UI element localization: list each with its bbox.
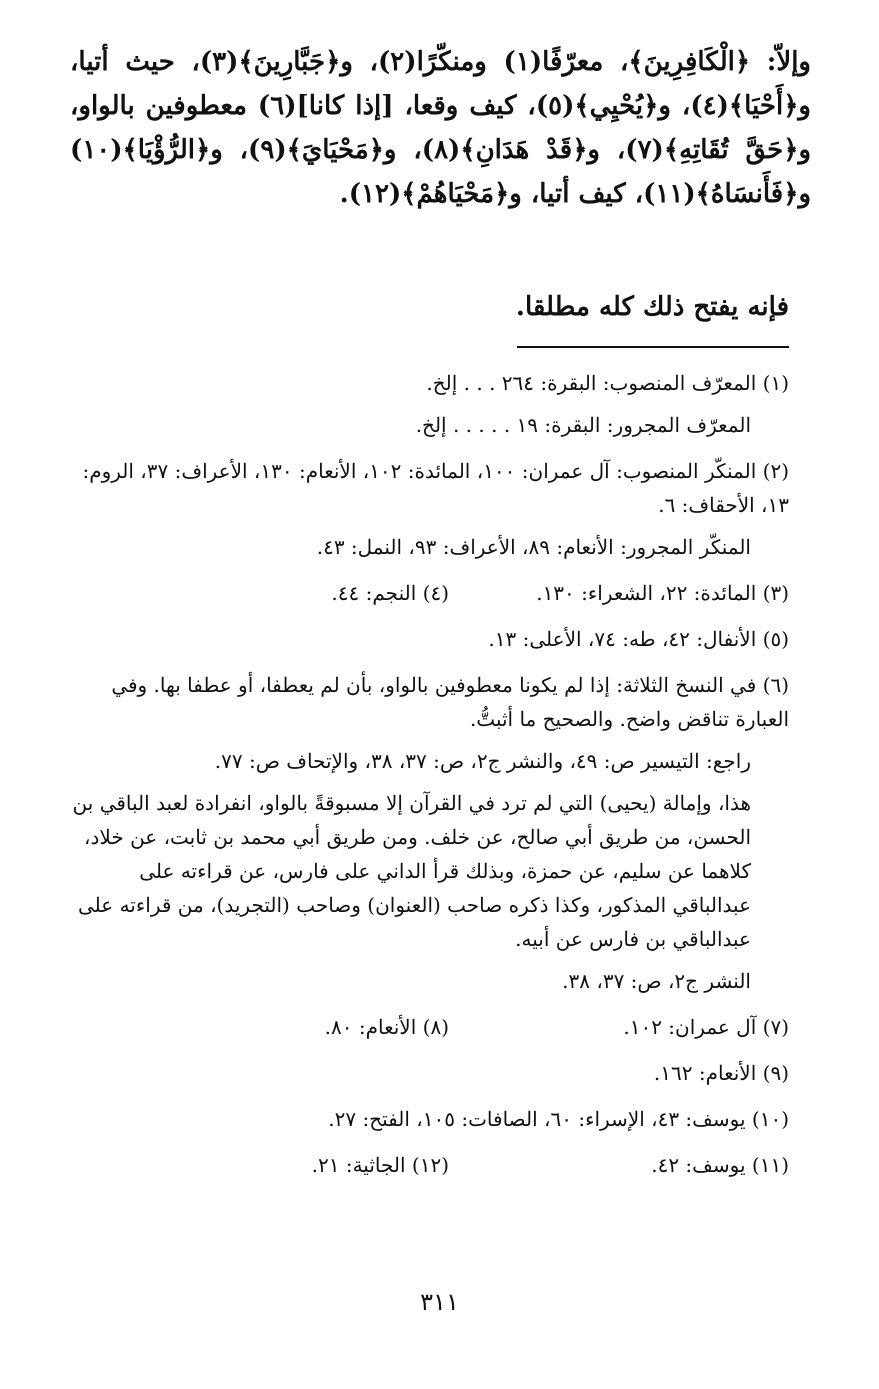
footnote-5: (٥) الأنفال: ٤٢، طه: ٧٤، الأعلى: ١٣. (488, 627, 789, 651)
footnote-row-11-12 (68, 1148, 789, 1182)
footnote-9: (٩) الأنعام: ١٦٢. (653, 1061, 789, 1085)
footnote-1-continued: المعرّف المجرور: البقرة: ١٩ . . . . . إلخ. (415, 413, 751, 437)
footnote-6-commentary: هذا، وإمالة (يحيى) التي لم ترد في القرآن إلا مسبوقةً بالواو، انفرادة لعبد الباقي بن الحسن، من طريق أبي صالح، عن خلف. ومن طريق أبي محمد بن ثابت، عن خلاد، كلاهما عن سليم، عن حمزة، وبذلك قرأ الداني على فارس، عن قراءته على عبدالباقي المذكور، وكذا ذكره صاحب (العنوان) وصاحب (التجريد)، من قراءته على عبدالباقي بن فارس عن أبيه. (72, 791, 751, 951)
footnote-11: (١١) يوسف: ٤٢. (651, 1153, 789, 1177)
footnote-3: (٣) المائدة: ٢٢، الشعراء: ١٣٠. (536, 581, 789, 605)
footnote-separator (517, 346, 789, 348)
closing-sentence: فإنه يفتح ذلك كله مطلقا. (515, 292, 789, 322)
footnotes (68, 366, 789, 1194)
main-paragraph: وإلاّ: ﴿الْكَافِرِينَ﴾، معرّفًا(١) ومنكّرًا(٢)، و﴿جَبَّارِينَ﴾(٣)، حيث أتيا، و﴿أَحْيَا﴾(٤)، و﴿يُحْيِي﴾(٥)، كيف وقعا، [إذا كانا](٦) معطوفين بالواو، و﴿حَقَّ تُقَاتِهِ﴾(٧)، و﴿قَدْ هَدَانِ﴾(٨)، و﴿مَحْيَايَ﴾(٩)، و﴿الرُّؤْيَا﴾(١٠) و﴿فَأَنسَاهُ﴾(١١)، كيف أتيا، و﴿مَحْيَاهُمْ﴾(١٢). (70, 47, 811, 209)
page-number: ٣١١ (420, 1288, 459, 1316)
footnote-12: (١٢) الجاثية: ٢١. (311, 1153, 449, 1177)
footnote-1: (١) المعرّف المنصوب: البقرة: ٢٦٤ . . . إلخ. (426, 371, 789, 395)
footnote-row-3-4 (68, 576, 789, 610)
footnote-7: (٧) آل عمران: ١٠٢. (623, 1015, 789, 1039)
footnote-2-continued: المنكّر المجرور: الأنعام: ٨٩، الأعراف: ٩٣، النمل: ٤٣. (316, 535, 751, 559)
footnote-6-source: النشر ج٢، ص: ٣٧، ٣٨. (562, 969, 751, 993)
footnote-row-7-8 (68, 1010, 789, 1044)
footnote-6-reference: راجع: التيسير ص: ٤٩، والنشر ج٢، ص: ٣٧، ٣٨، والإتحاف ص: ٧٧. (214, 749, 751, 773)
footnote-2: (٢) المنكّر المنصوب: آل عمران: ١٠٠، المائدة: ١٠٢، الأنعام: ١٣٠، الأعراف: ٣٧، الروم: ١٣، الأحقاف: ٦. (82, 459, 789, 517)
main-text (70, 40, 811, 216)
footnote-4: (٤) النجم: ٤٤. (331, 581, 449, 605)
footnote-6: (٦) في النسخ الثلاثة: إذا لم يكونا معطوفين بالواو، بأن لم يعطفا، أو عطفا بها. وفي العبارة تناقض واضح. والصحيح ما أثبتُّ. (111, 673, 789, 731)
footnote-8: (٨) الأنعام: ٨٠. (324, 1015, 449, 1039)
footnote-10: (١٠) يوسف: ٤٣، الإسراء: ٦٠، الصافات: ١٠٥، الفتح: ٢٧. (328, 1107, 789, 1131)
